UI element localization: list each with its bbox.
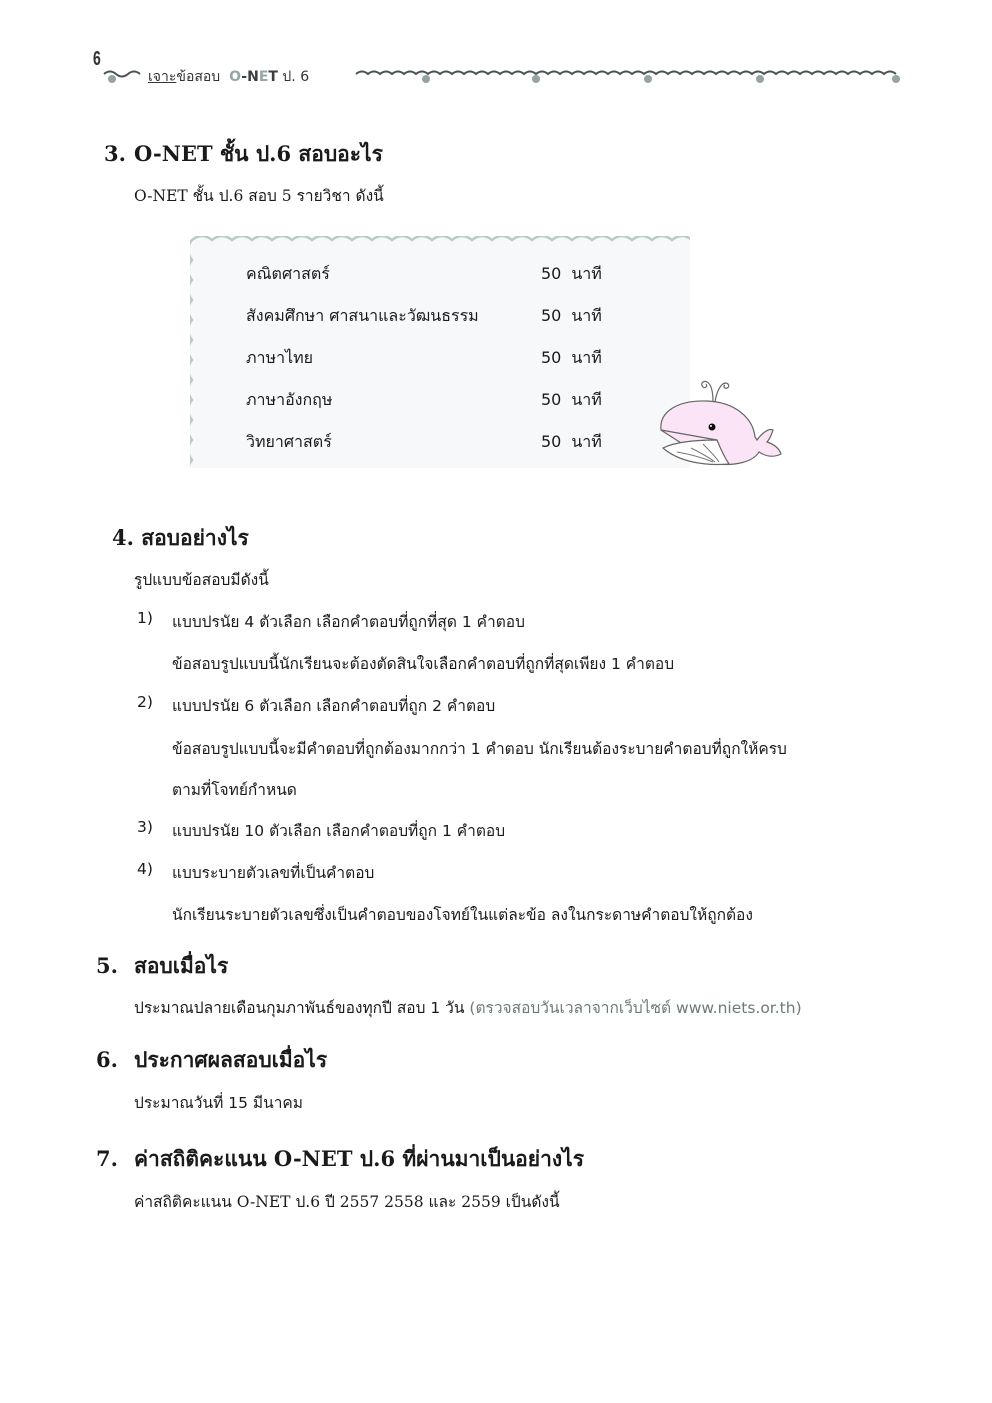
list-item-desc: ตามที่โจทย์กำหนด	[172, 781, 297, 799]
section-7-heading: 7. ค่าสถิติคะแนน O-NET ป.6 ที่ผ่านมาเป็นอย่างไร	[96, 1146, 584, 1171]
subject-duration: 50 นาที	[541, 306, 602, 325]
subject-name: วิทยาศาสตร์	[246, 432, 332, 451]
section-5-text: ประมาณปลายเดือนกุมภาพันธ์ของทุกปี สอบ 1 วัน (ตรวจสอบวันเวลาจากเว็บไซต์ www.niets.or.th)	[134, 999, 802, 1017]
subject-duration: 50 นาที	[541, 348, 602, 367]
list-item-title: แบบปรนัย 10 ตัวเลือก เลือกคำตอบที่ถูก 1 คำตอบ	[172, 822, 506, 840]
subject-name: สังคมศึกษา ศาสนาและวัฒนธรรม	[246, 306, 479, 325]
section-4-intro: รูปแบบข้อสอบมีดังนี้	[134, 571, 269, 589]
subject-name: คณิตศาสตร์	[246, 264, 330, 283]
list-number: 4)	[137, 860, 153, 878]
subject-name: ภาษาไทย	[246, 348, 314, 367]
section-3-intro: O-NET ชั้น ป.6 สอบ 5 รายวิชา ดังนี้	[134, 187, 384, 205]
list-number: 1)	[137, 609, 153, 627]
book-title: เจาะข้อสอบ O-NET ป. 6	[148, 69, 310, 85]
subject-duration: 50 นาที	[541, 432, 602, 451]
list-item-title: แบบระบายตัวเลขที่เป็นคำตอบ	[172, 864, 375, 882]
list-item-title: แบบปรนัย 6 ตัวเลือก เลือกคำตอบที่ถูก 2 คำตอบ	[172, 697, 496, 715]
list-item-desc: นักเรียนระบายตัวเลขซึ่งเป็นคำตอบของโจทย์ในแต่ละข้อ ลงในกระดาษคำตอบให้ถูกต้อง	[172, 906, 753, 924]
subject-duration: 50 นาที	[541, 264, 602, 283]
list-item-desc: ข้อสอบรูปแบบนี้นักเรียนจะต้องตัดสินใจเลือกคำตอบที่ถูกที่สุดเพียง 1 คำตอบ	[172, 655, 675, 673]
section-4-heading: 4. สอบอย่างไร	[112, 525, 249, 550]
list-number: 2)	[137, 693, 153, 711]
list-number: 3)	[137, 818, 153, 836]
list-item-title: แบบปรนัย 4 ตัวเลือก เลือกคำตอบที่ถูกที่สุด 1 คำตอบ	[172, 613, 525, 631]
list-item-desc: ข้อสอบรูปแบบนี้จะมีคำตอบที่ถูกต้องมากกว่า 1 คำตอบ นักเรียนต้องระบายคำตอบที่ถูกให้ครบ	[172, 740, 787, 758]
section-6-text: ประมาณวันที่ 15 มีนาคม	[134, 1094, 303, 1112]
website-note: (ตรวจสอบวันเวลาจากเว็บไซต์ www.niets.or.th)	[469, 999, 802, 1017]
section-6-heading: 6. ประกาศผลสอบเมื่อไร	[96, 1047, 328, 1072]
section-5-heading: 5. สอบเมื่อไร	[96, 953, 229, 978]
page-number: 6	[93, 48, 101, 70]
section-7-text: ค่าสถิติคะแนน O-NET ป.6 ปี 2557 2558 และ 2559 เป็นดังนี้	[134, 1193, 560, 1211]
subject-duration: 50 นาที	[541, 390, 602, 409]
whale-icon	[655, 362, 785, 472]
subject-name: ภาษาอังกฤษ	[246, 390, 333, 409]
section-3-heading: 3. O-NET ชั้น ป.6 สอบอะไร	[104, 141, 383, 166]
